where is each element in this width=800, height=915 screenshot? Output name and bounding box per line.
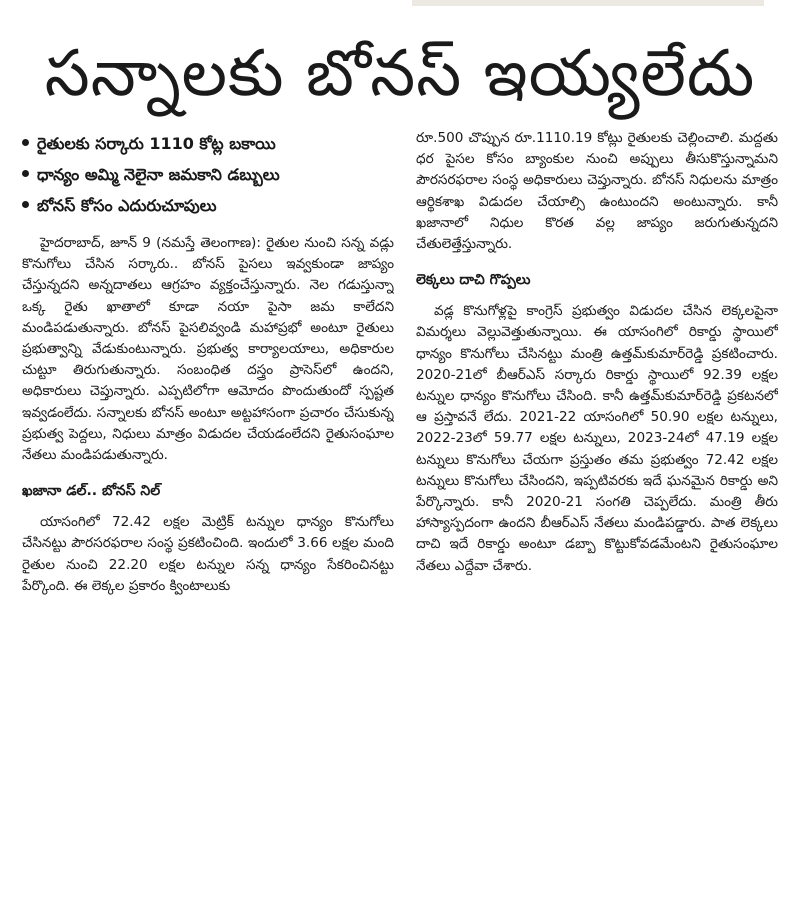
- top-edge-strip: [412, 0, 764, 6]
- headline: సన్నాలకు బోనస్ ఇయ్యలేదు: [44, 37, 756, 111]
- article-paragraph: యాసంగిలో 72.42 లక్షల మెట్రిక్ టన్నుల ధాన్యం కొనుగోలు చేసినట్టు పౌరసరఫరాల సంస్థ ప్రకటించింది. ఇందులో 3.66 లక్షల మంది రైతుల నుంచి 22.20 లక్షల టన్నుల సన్న ధాన్యం సేకరించినట్టు పేర్కొంది. ఈ లెక్కల ప్రకారం క్వింటాలుకు: [22, 514, 394, 594]
- highlight-item: బోనస్ కోసం ఎదురుచూపులు: [22, 190, 394, 221]
- article-paragraph: హైదరాబాద్, జూన్ 9 (నమస్తే తెలంగాణ): రైతుల నుంచి సన్న వడ్లు కొనుగోలు చేసిన సర్కారు.. బోనస్ పైసలు ఇవ్వకుండా జాప్యం చేస్తున్నదని అన్నదాతలు ఆగ్రహం వ్యక్తంచేస్తున్నారు. నెల గడుస్తున్నా ఒక్క రైతు ఖాతాలో కూడా నయా పైసా జమ కాలేదని మండిపడుతున్నారు. బోనస్ పైసలివ్వండి మహాప్రభో అంటూ రైతులు ప్రభుత్వాన్ని వేడుకుంటున్నారు. ప్రభుత్వ కార్యాలయాలు, అధికారుల చుట్టూ తిరుగుతున్నారు. సంబంధిత దస్త్రం ప్రాసెస్‌లో ఉందని, అధికారులు చెప్తున్నారు. ఎప్పటిలోగా ఆమోదం పొందుతుందో స్పష్టత ఇవ్వడంలేదు. సన్నాలకు బోనస్ అంటూ అట్టహాసంగా ప్రచారం చేసుకున్న ప్రభుత్వ పెద్దలు, నిధులు మాత్రం విడుదల చేయడంలేదని రైతుసంఘాల నేతలు మండిపడుతున్నారు.: [22, 235, 394, 464]
- section-subhead: ఖజానా డల్.. బోనస్ నిల్: [22, 483, 161, 500]
- highlights-list: [22, 128, 394, 221]
- article-paragraph: వడ్ల కొనుగోళ్లపై కాంగ్రెస్ ప్రభుత్వం విడుదల చేసిన లెక్కలపైనా విమర్శలు వెల్లువెత్తుతున్నాయి. ఈ యాసంగిలో రికార్డు స్థాయిలో ధాన్యం కొనుగోలు చేసినట్టు మంత్రి ఉత్తమ్‌కుమార్‌రెడ్డి ప్రకటించారు. 2020-21లో బీఆర్‌ఎస్ సర్కారు రికార్డు స్థాయిలో 92.39 లక్షల టన్నుల ధాన్యం కొనుగోలు చేసింది. కానీ ఉత్తమ్‌కుమార్‌రెడ్డి ప్రకటనలో ఆ ప్రస్తావనే లేదు. 2021-22 యాసంగిలో 50.90 లక్షల టన్నులు, 2022-23లో 59.77 లక్షల టన్నులు, 2023-24లో 47.19 లక్షల టన్నులు కొనుగోలు చేయగా ప్రస్తుతం తమ ప్రభుత్వం 72.42 లక్షల టన్నులు కొనుగోలు చేసిందని, ఇప్పటివరకు ఇదే ఘనమైన రికార్డు అని పేర్కొన్నారు. కానీ 2020-21 సంగతి చెప్పలేదు. మంత్రి తీరు హాస్యాస్పదంగా ఉందని బీఆర్‌ఎస్ నేతలు మండిపడ్డారు. పాత లెక్కలు దాచి ఇదే రికార్డు అంటూ డబ్బా కొట్టుకోవడమేంటని రైతుసంఘాల నేతలు ఎద్దేవా చేశారు.: [416, 303, 778, 574]
- right-column: [416, 128, 778, 909]
- section-subhead: లెక్కలు దాచి గొప్పలు: [416, 272, 531, 289]
- highlight-item: రైతులకు సర్కారు 1110 కోట్ల బకాయి: [22, 128, 394, 159]
- article-paragraph: రూ.500 చొప్పున రూ.1110.19 కోట్లు రైతులకు చెల్లించాలి. మద్దతు ధర పైసల కోసం బ్యాంకుల నుంచి అప్పులు తీసుకొస్తున్నామని పౌరసరఫరాల సంస్థ అధికారులు చెప్తున్నారు. బోనస్ నిధులను మాత్రం ఆర్థికశాఖ విడుదల చేయాల్సి ఉంటుందని అంటున్నారు. కానీ ఖజానాలో నిధుల కొరత వల్ల జాప్యం జరుగుతున్నదని చేతులెత్తేస్తున్నారు.: [416, 130, 778, 253]
- bullet-dot-icon: [22, 201, 29, 208]
- bullet-dot-icon: [22, 139, 29, 146]
- left-column: [22, 128, 394, 909]
- highlight-item: ధాన్యం అమ్మి నెలైనా జమకాని డబ్బులు: [22, 159, 394, 190]
- bullet-dot-icon: [22, 170, 29, 177]
